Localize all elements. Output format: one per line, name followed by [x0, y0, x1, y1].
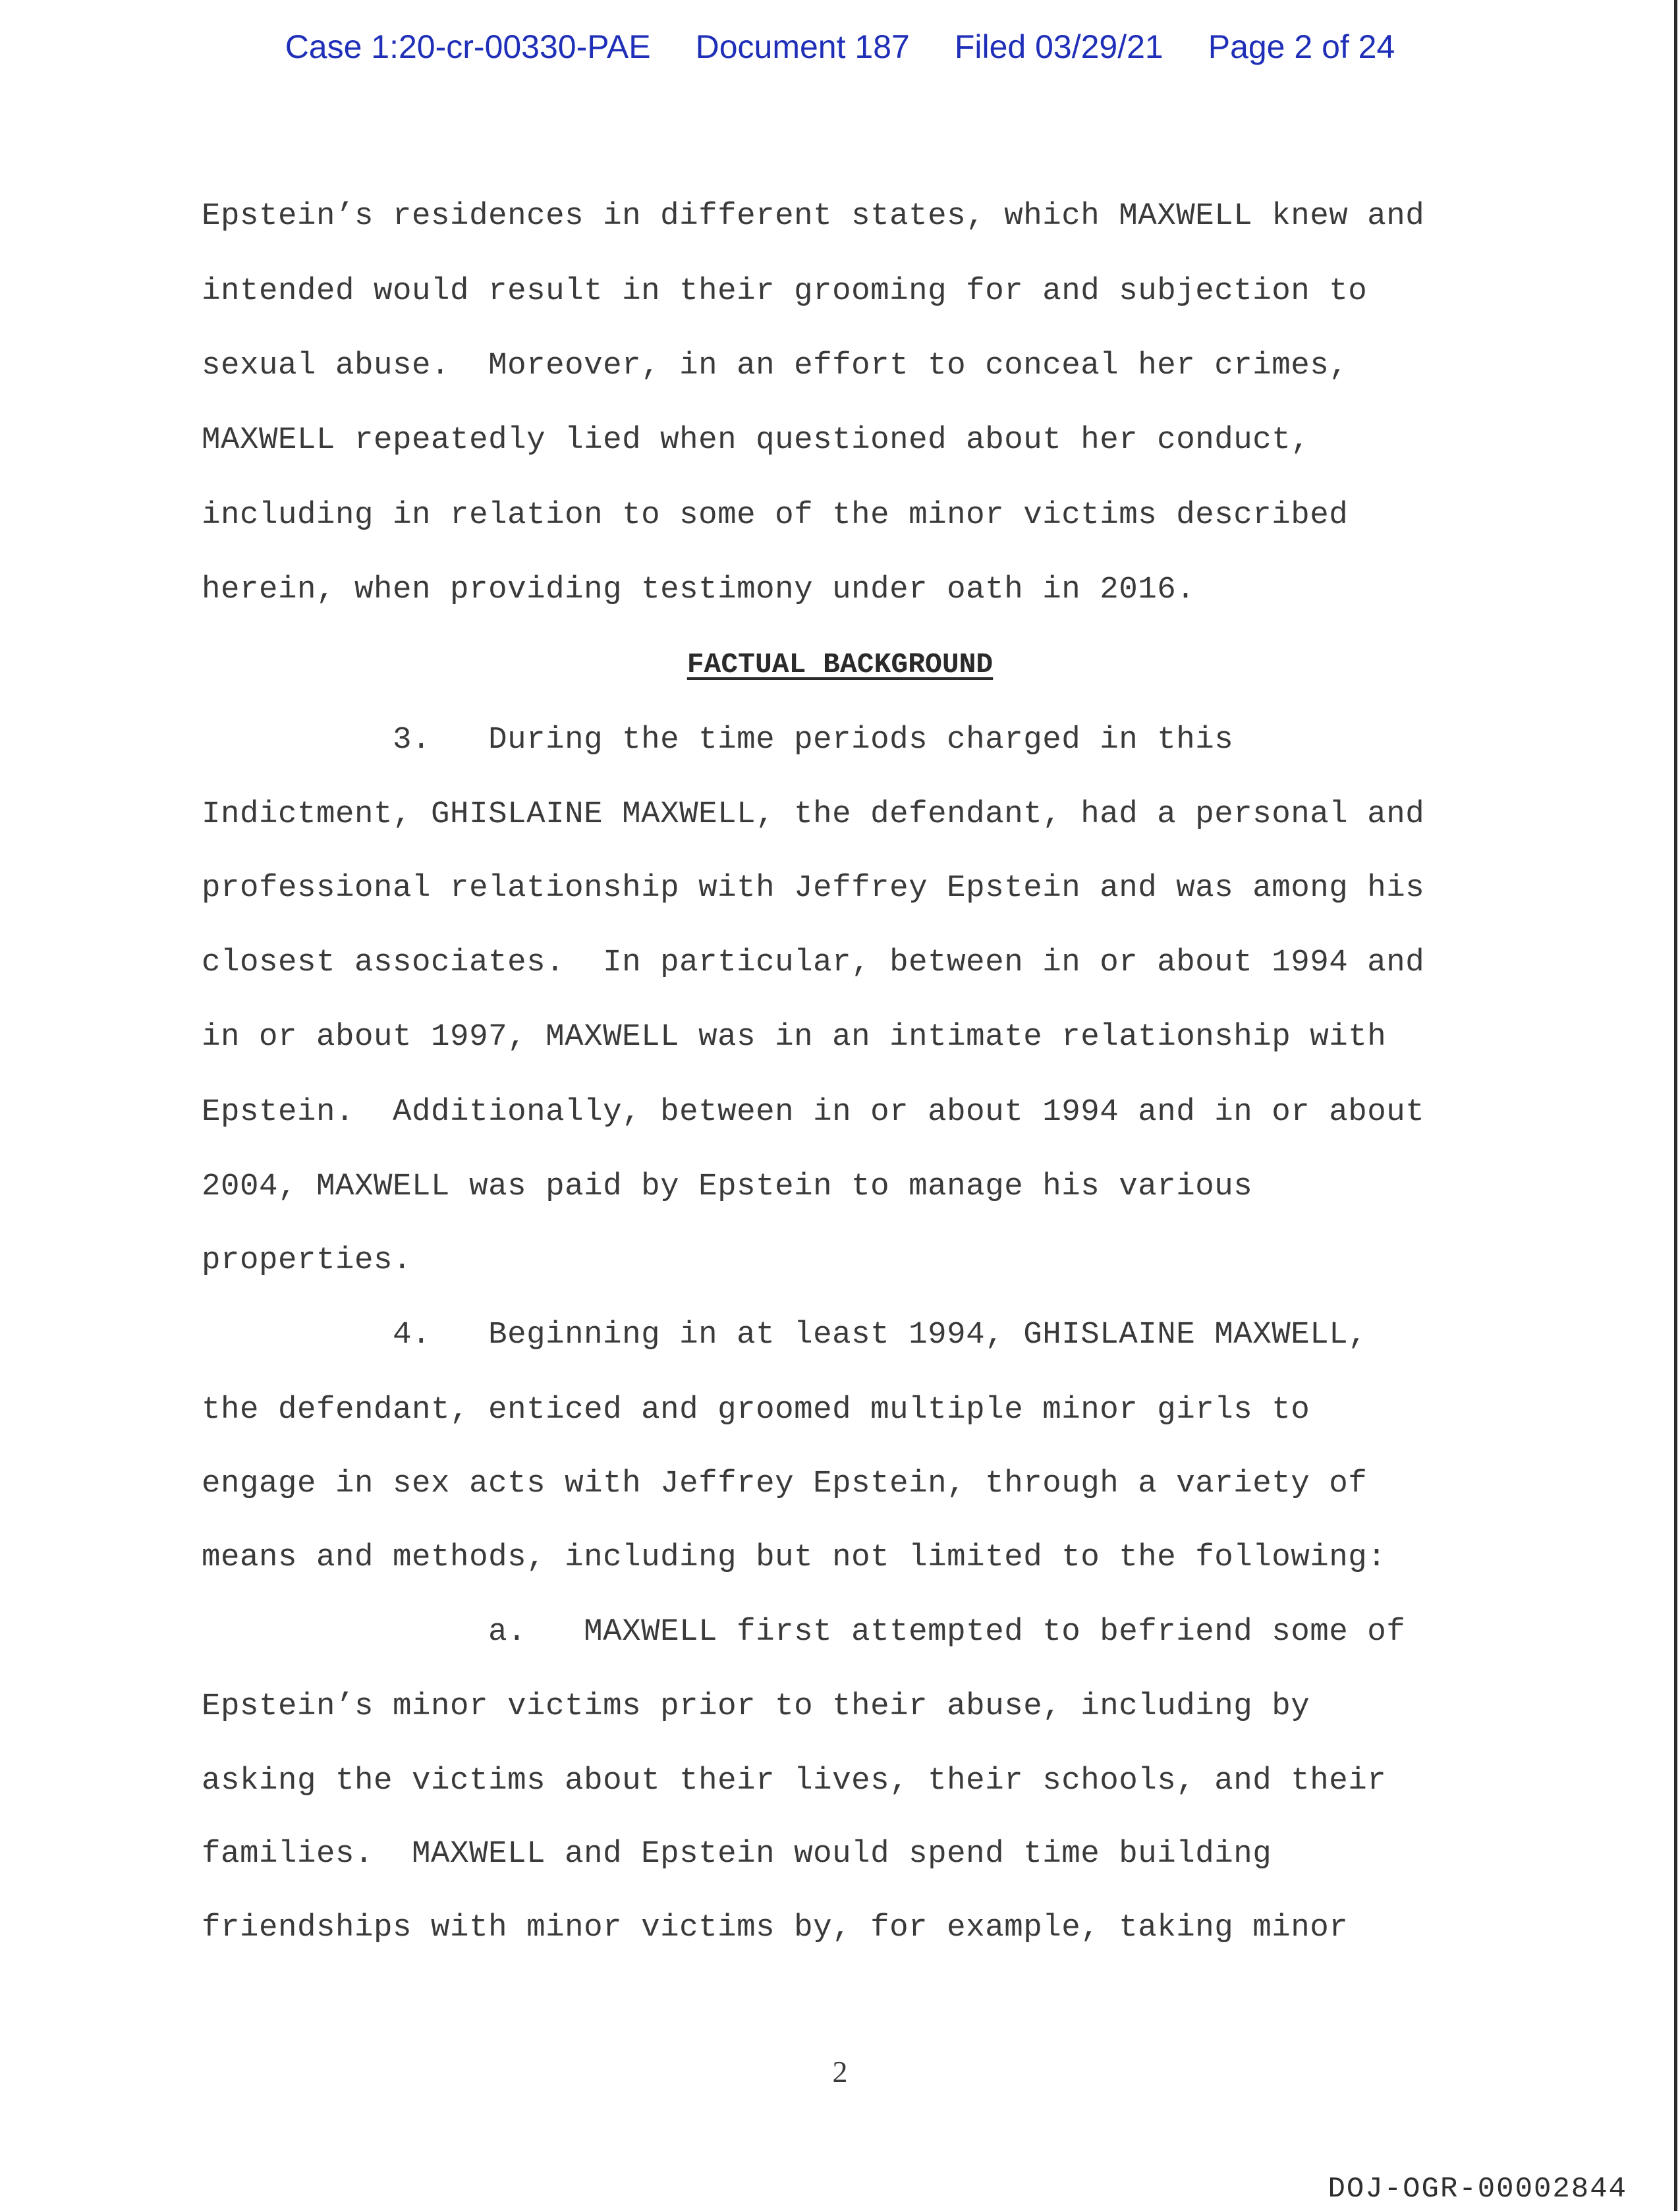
- paragraph-4-line: the defendant, enticed and groomed multiple minor girls to: [202, 1392, 1310, 1428]
- ecf-header: [0, 28, 1680, 66]
- page-edge: [1674, 0, 1677, 2211]
- paragraph-4a-line: friendships with minor victims by, for example, taking minor: [202, 1910, 1349, 1945]
- paragraph-3-line: 3. During the time periods charged in this: [202, 722, 1234, 758]
- body-line: herein, when providing testimony under oath in 2016.: [202, 572, 1196, 607]
- body-line: MAXWELL repeatedly lied when questioned about her conduct,: [202, 422, 1310, 458]
- paragraph-3-line: closest associates. In particular, between in or about 1994 and: [202, 945, 1425, 980]
- paragraph-3-line: Epstein. Additionally, between in or about 1994 and in or about: [202, 1094, 1425, 1130]
- paragraph-3-line: in or about 1997, MAXWELL was in an intimate relationship with: [202, 1019, 1387, 1055]
- paragraph-3-line: properties.: [202, 1243, 412, 1278]
- paragraph-4-line: means and methods, including but not limited to the following:: [202, 1540, 1387, 1575]
- body-line: Epstein’s residences in different states, which MAXWELL knew and: [202, 198, 1425, 234]
- paragraph-4a-line: a. MAXWELL first attempted to befriend some of: [202, 1614, 1406, 1650]
- page-number: 2: [832, 2055, 848, 2088]
- body-line: sexual abuse. Moreover, in an effort to conceal her crimes,: [202, 348, 1349, 383]
- paragraph-4a-line: Epstein’s minor victims prior to their abuse, including by: [202, 1689, 1310, 1724]
- body-line: intended would result in their grooming for and subjection to: [202, 273, 1368, 309]
- page-count: Page 2 of 24: [1208, 28, 1395, 65]
- paragraph-3-line: Indictment, GHISLAINE MAXWELL, the defendant, had a personal and: [202, 797, 1425, 832]
- body-line: including in relation to some of the minor victims described: [202, 497, 1349, 533]
- paragraph-4-line: 4. Beginning in at least 1994, GHISLAINE MAXWELL,: [202, 1317, 1368, 1353]
- paragraph-4a-line: asking the victims about their lives, their schools, and their: [202, 1763, 1387, 1799]
- paragraph-4-line: engage in sex acts with Jeffrey Epstein, through a variety of: [202, 1466, 1368, 1501]
- bates-number: DOJ-OGR-00002844: [1328, 2173, 1627, 2206]
- paragraph-3-line: 2004, MAXWELL was paid by Epstein to manage his various: [202, 1169, 1253, 1204]
- filed-date: Filed 03/29/21: [954, 28, 1163, 65]
- paragraph-4a-line: families. MAXWELL and Epstein would spend time building: [202, 1836, 1272, 1872]
- document-number: Document 187: [695, 28, 910, 65]
- paragraph-3-line: professional relationship with Jeffrey Epstein and was among his: [202, 870, 1425, 906]
- case-number: Case 1:20-cr-00330-PAE: [285, 28, 651, 65]
- section-heading: FACTUAL BACKGROUND: [686, 648, 994, 681]
